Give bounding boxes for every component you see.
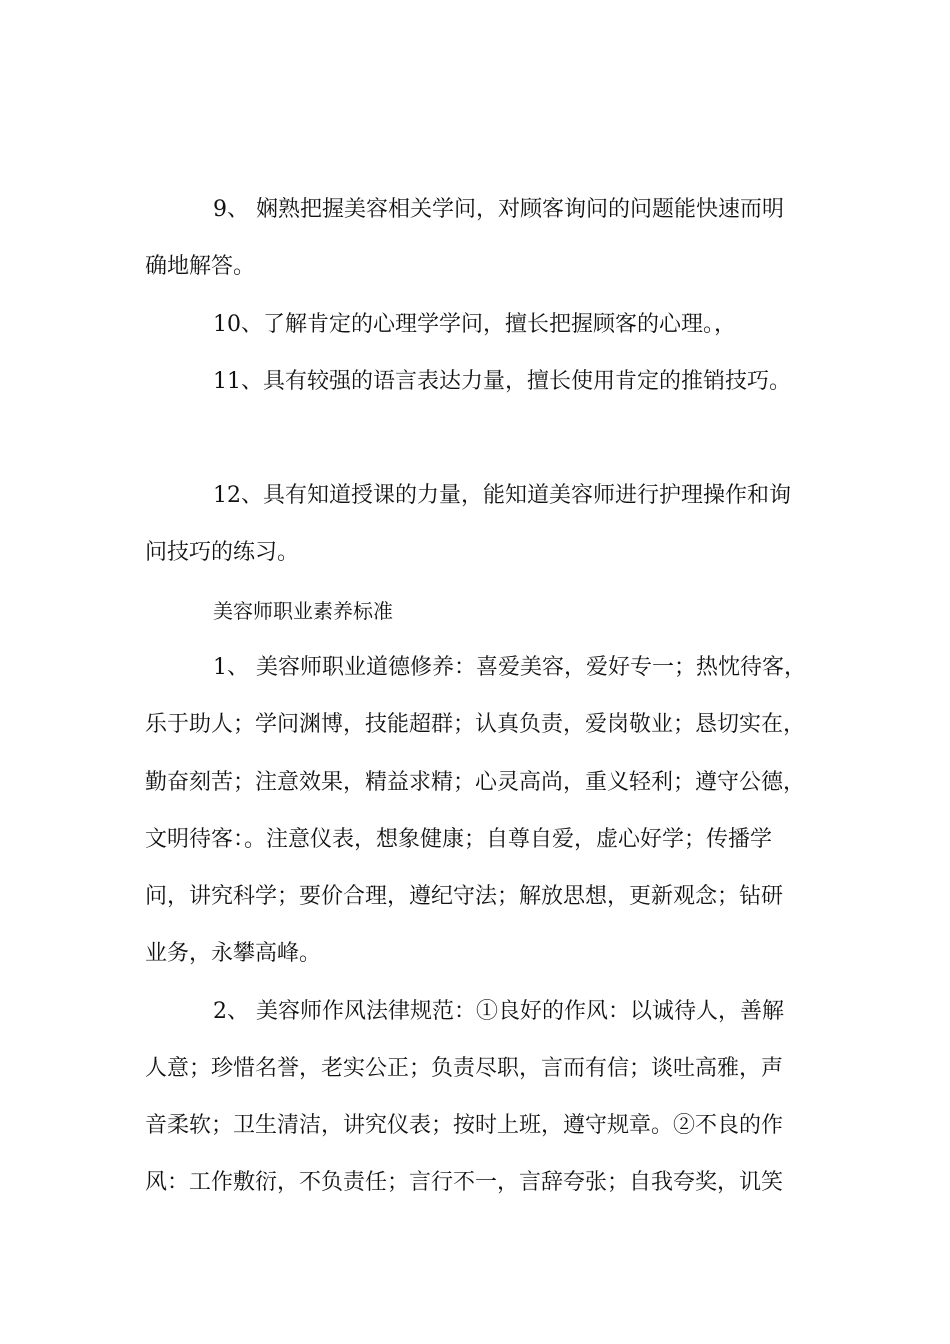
- text-line-point1-cont3: 文明待客：。注意仪表，想象健康；自尊自爱，虚心好学；传播学: [145, 827, 773, 852]
- text-line-point1-cont1: 乐于助人；学问渊博，技能超群；认真负责，爱岗敬业；恳切实在，: [145, 712, 806, 737]
- text-line-point2-cont1: 人意；珍惜名誉，老实公正；负责尽职，言而有信；谈吐高雅，声: [145, 1056, 784, 1081]
- text-line-point1-cont4: 问，讲究科学；要价合理，遵纪守法；解放思想，更新观念；钻研: [145, 884, 784, 909]
- text-line-point2: 2、 美容师作风法律规范：①良好的作风：以诚待人，善解: [213, 999, 784, 1024]
- text-line-item10: 10、了解肯定的心理学学问，擅长把握顾客的心理。，: [213, 312, 736, 337]
- text-line-item12-cont: 问技巧的练习。: [145, 540, 300, 565]
- text-line-item12: 12、具有知道授课的力量，能知道美容师进行护理操作和询: [213, 483, 791, 508]
- text-line-item9-cont: 确地解答。: [145, 254, 256, 279]
- section-heading: 美容师职业素养标准: [213, 599, 393, 623]
- text-line-point1-cont5: 业务，永攀高峰。: [145, 941, 322, 966]
- text-line-point1-cont2: 勤奋刻苦；注意效果，精益求精；心灵高尚，重义轻利；遵守公德，: [145, 770, 806, 795]
- text-line-point1: 1、 美容师职业道德修养：喜爱美容，爱好专一；热忱待客，: [213, 655, 806, 680]
- text-line-point2-cont2: 音柔软；卫生清洁，讲究仪表；按时上班，遵守规章。②不良的作: [145, 1113, 784, 1138]
- text-line-item11: 11、具有较强的语言表达力量，擅长使用肯定的推销技巧。: [213, 369, 791, 394]
- text-line-item9: 9、 娴熟把握美容相关学问，对顾客询问的问题能快速而明: [213, 197, 784, 222]
- text-line-point2-cont3: 风：工作敷衍，不负责任；言行不一，言辞夸张；自我夸奖，讥笑: [145, 1170, 784, 1195]
